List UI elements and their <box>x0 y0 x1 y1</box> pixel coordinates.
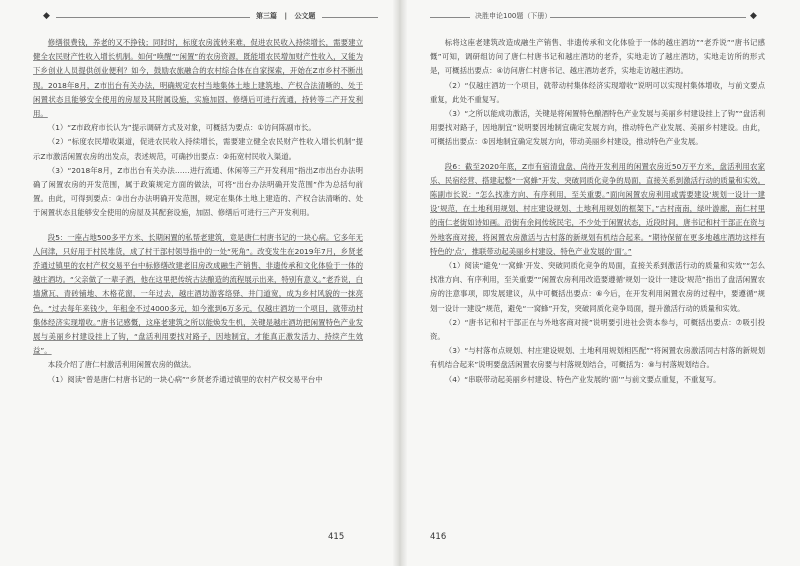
header-part-label: 第三篇 <box>256 12 277 20</box>
right-page-number: 416 <box>430 532 447 542</box>
left-page-header <box>0 10 400 26</box>
paragraph: （4）“串联带动起美丽乡村建设、特色产业发展的‘面’”与前文要点重复，不重复写。 <box>444 374 721 384</box>
paragraph: （3）“之所以能成功激活，关键是将闲置特色酿酒特色产业发展与美丽乡村建设挂上了钩”“盘活利用要找对路子，因地制宜”说明要因地制宜确定发展方向，推动特色产业发展、美丽乡村建设。由此，可概括出要点：⑤因地制宜确定发展方向，带动美丽乡村建设，推动特色产业发展。 <box>430 109 765 147</box>
header-rule-left <box>430 17 470 18</box>
right-body-text <box>430 36 765 387</box>
left-body-text <box>33 36 363 387</box>
paragraph: 修缮很费钱，养老的又不挣钱；同时时，标度农房流转来难，促进农民收入持续增长，需要建立健全农民财产性收入增长机制。如何“唤醒”“闲置”的农房资源，既能增农民增加财产性收入，又能为下乡创业人员提供创业便利？如今，鼓励农旅融合的农村综合体在自家探索，开始在Z市乡村不断出现。2018年8月，Z市出台有关办法，明确规定农村当地集体土地上建筑地、产权合法清晰的、处于闲置状态且能够安全使用的房屋及其附属设施，实施加固、修缮后可进行流通，持转等二产开发利用。 <box>33 38 363 119</box>
paragraph: 段6：截至2020年底，Z市有宿清盘盘、尚待开发利用的闲置农房近50万平方米，盘活利用农家乐、民宿经营、搭建起整“一窝蜂”开发、突破同质化竞争的局面，直接关系到激活行动的质量和实效。陈副市长说：“怎么找准方向、有序利用，至关重要。”面向闲置农房利用或需要建设‘规划一设计一建设’规范，在土地利用规划、村庄建设规划、土地利用规划的框架下。”古村南南，绿叶游廊，南仁村里的南仁老街如诗如画。沿街有余间传统民宅，不少处于闲置状态，近段时间，唐书记和村干部正在资与外地客商对接，将闲置农房激活与古村落的新规划有机结合起来。“期待保留在更多地越庄酒坊这样有特色的‘点’，推联带动起美丽乡村建设、特色产业发展的‘面’。” <box>430 161 765 256</box>
paragraph: （3）“与村落布点规划、村庄建设规划、土地利用规划相匹配”“将闲置农房激活同古村落的新规划有机结合起来”说明要盘活闲置农房要与村落规划结合，可概括为：⑧与村落规划结合。 <box>430 346 765 370</box>
header-rule-right <box>322 17 378 18</box>
right-page-header <box>400 10 800 26</box>
paragraph: （1）阅读“避免‘一窝蜂’开发、突破同质化竞争的局面，直接关系到激活行动的质量和实效”“怎么找准方向、有序利用，至关重要”“闲置农房利用改造要遵循‘规划一设计一建设’规范”指出了盘活闲置农房的注意事项，即发展建议，从中可概括出要点：⑥今后，在开发利用闲置农房的过程中，要遵循“规划一设计一建设”规范，避免“一窝蜂”开发，突破同质化竞争局面，提升激活行动的质量和实效。 <box>430 261 765 313</box>
right-page <box>400 0 800 566</box>
paragraph: （1）“Z市政府市长认为”提示调研方式及对象，可概括为要点：①访问陈副市长。 <box>47 123 316 133</box>
paragraph: （2）“仅越庄酒坊一个项目，就带动村集体经济实现增收”说明可以实现村集体增收，与前文要点重复，此处不重复写。 <box>430 80 765 104</box>
diamond-icon: ◆ <box>43 11 50 21</box>
paragraph: （2）“唐书记和村干部正在与外地客商对接”说明要引进社会资本参与，可概括出要点：⑦吸引投资。 <box>430 317 765 342</box>
paragraph: （1）阅读“曾是唐仁村唐书记的一块心病”“乡贤老乔通过镇里的农村产权交易平台中 <box>47 374 323 384</box>
paragraph: 段5：一座占地500多平方米、长期闲置的私帮老建筑，竟是唐仁村唐书记的一块心病。它多年无人问津，只好用于村民堆货，成了村干部村领导指中的一处“死角”。改变发生在2019年7月，乡贤老乔通过镇里的农村产权交易平台中标修缮改建老旧房改成融生产销售、非遗传承和文化体验于一体的越庄酒坊。“父亲做了一辈子酒，他在这里把传统古法酿造的流程展示出来，特别有意义。”老乔说，白墙黛瓦、青砖铺地、木格花窗，一年过去，越庄酒坊游客络驿、井门道宽，成为乡村风貌的一抹亮色。“过去每年来钱少，年租金不过4000多元，如今涨到6万多元，仅越庄酒坊一个项目，就带动村集体经济实现增收。”唐书记感慨，这座老建筑之所以能焕发生机，关键是越庄酒坊把闲置特色产业发展与美丽乡村建设挂上了钩，“盘活利用要找对路子，因地制宜，才能真正激发活力、持续产生效益”。 <box>33 232 363 356</box>
book-gutter <box>393 0 407 566</box>
header-rule <box>56 17 250 18</box>
header-section-label: 公文题 <box>294 12 316 20</box>
left-page-number: 415 <box>328 532 345 542</box>
right-header-title: 决胜申论100题（下册） <box>475 12 552 20</box>
paragraph: 标将这座老建筑改造成融生产销售、非遗传承和文化体验于一体的越庄酒坊”“老乔说”“唐书记感慨”可知，调研组访问了唐仁村唐书记和越庄酒坊的老乔，实地走访了越庄酒坊，实地走访所的形式是，可概括出要点：④访问唐仁村唐书记、越庄酒坊老乔，实地走访越庄酒坊。 <box>430 38 765 76</box>
header-rule <box>550 17 746 18</box>
left-header-title: 第三篇 | 公文题 <box>256 12 316 20</box>
paragraph: （2）“标度农民增收渠道，促进农民收入持续增长，需要建立健全农民财产性收入增长机制”提示Z市激活闲置农房的出发点，表述规范，可确抄出要点：②拓宽村民收入渠道。 <box>33 137 363 161</box>
paragraph: 本段介绍了唐仁村激活利用闲置农房的做法。 <box>47 360 196 370</box>
paragraph: （3）“2018年8月，Z市出台有关办法……进行流通、休闲等三产开发利用”指出Z市出台办法明确了闲置农房的开发范围，属于政策规定方面的做法，可将“出台办法明确开发范围”作为总括句前置。由此，可得到要点：③出台办法明确开发范围，规定在集体土地上建造的、产权合法清晰的、处于闲置状态且能够安全使用的房屋及其配套设施，加固、修缮后可进行三产开发利用。 <box>33 165 363 218</box>
diamond-icon: ◆ <box>750 11 757 21</box>
